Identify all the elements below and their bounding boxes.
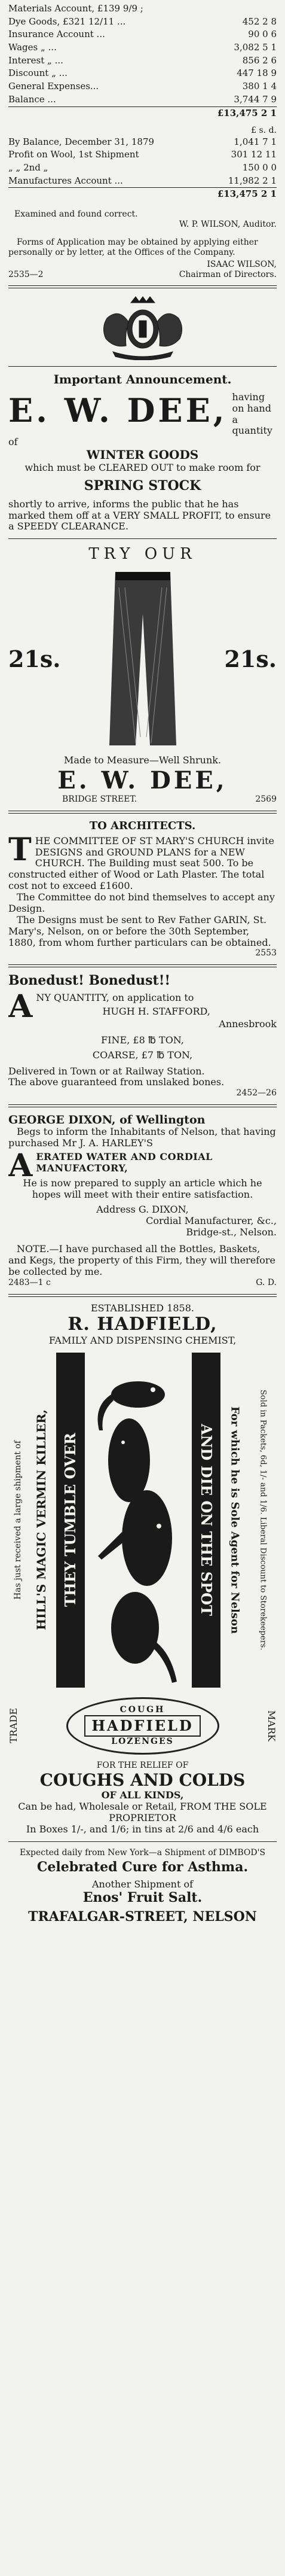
ledger-row [8, 54, 277, 68]
bonedust-delivered: Delivered in Town or at Railway Station. [8, 1065, 205, 1077]
ledger-row-amount: 447 18 9 [237, 68, 277, 79]
dee-having: having on hand a quantity of [8, 391, 272, 448]
dixon-address2: Cordial Manufacturer, &c., [146, 1214, 277, 1226]
ledger-row-label: Balance ... [8, 93, 56, 105]
dixon-body: He is now prepared to supply an article which he hopes will meet with their entire satisfaction. [23, 1177, 262, 1200]
credit-row-amount: 150 0 0 [242, 162, 277, 173]
examined-note: Examined and found correct. [14, 209, 138, 220]
debit-total-row [8, 106, 277, 120]
bonedust-guarantee: The above guaranteed from unslaked bones. [8, 1076, 225, 1088]
bonedust-body: NY QUANTITY, on application to [36, 992, 194, 1003]
spring-stock: SPRING STOCK [84, 477, 201, 494]
lozenge-trademark [66, 1697, 219, 1755]
right-outer-text: Sold in Packets, 6d, 1/- and 1/6. Liberal Discount to Storekeepers. [258, 1389, 268, 1651]
dixon-address3: Bridge-st., Nelson. [186, 1226, 277, 1238]
dixon-advert [8, 1113, 277, 1288]
hadfield-trade: FAMILY AND DISPENSING CHEMIST, [48, 1334, 237, 1346]
forms-note: Forms of Application may be obtained by applying either personally or by letter, at the Offices of the Company. [8, 237, 258, 257]
ledger-row-amount [191, 2, 277, 16]
dixon-dropcap: A [8, 1152, 33, 1178]
credit-row [8, 162, 277, 175]
credit-row-amount: 11,982 2 1 [228, 175, 277, 186]
ledger-row-label: Interest „ ... [8, 54, 63, 66]
price-right: 21s. [224, 645, 277, 672]
cough-label: COUGH [119, 1704, 166, 1715]
winter-goods: WINTER GOODS [86, 447, 199, 462]
trousers-advert [8, 570, 277, 749]
divider [8, 1104, 277, 1107]
architects-dropcap: T [8, 835, 32, 868]
credit-total: £13,475 2 1 [195, 188, 277, 201]
dee-advert [8, 373, 277, 804]
ledger-row [8, 67, 277, 80]
price-left: 21s. [8, 645, 61, 672]
trade-label: TRADE [8, 1708, 19, 1744]
credit-row-amount: 301 12 11 [231, 149, 277, 160]
credit-row [8, 136, 277, 149]
hadfield-advert [8, 1303, 277, 1925]
chairman-name: ISAAC WILSON, [207, 260, 277, 270]
vermin-killer-block [8, 1353, 277, 1688]
architects-ref: 2553 [255, 948, 277, 958]
divider [8, 1841, 277, 1842]
dixon-heading: GEORGE DIXON, of Wellington [8, 1113, 206, 1126]
tumble-text: THEY TUMBLE OVER [62, 1433, 79, 1607]
dixon-initials: G. D. [256, 1278, 277, 1287]
currency-units: £ s. d. [251, 126, 277, 136]
boxes-info: In Boxes 1/-, and 1/6; in tins at 2/6 and 4/6 each [26, 1823, 259, 1835]
hadfield-name: R. HADFIELD, [68, 1314, 217, 1335]
ledger-row-amount: 3,744 7 9 [234, 93, 277, 105]
royal-crest-icon [89, 294, 197, 360]
coughs-colds: COUGHS AND COLDS [39, 1770, 246, 1791]
mark-label: MARK [266, 1710, 277, 1741]
asthma-cure: Celebrated Cure for Asthma. [36, 1859, 249, 1875]
architects-note1: The Committee do not bind themselves to accept any Design. [8, 891, 275, 914]
ledger-row-label: Materials Account, £139 9/9 ; [8, 3, 143, 14]
ledger-row-label: Insurance Account ... [8, 29, 105, 40]
dixon-intro: Begs to inform the Inhabitants of Nelson, that having purchased Mr J. A. HARLEY'S [8, 1126, 276, 1149]
dee-name: E. W. DEE, [8, 391, 228, 430]
architects-note2: The Designs must be sent to Rev Father GARIN, St. Mary's, Nelson, on or before the 30th September, 1880, from whom further particulars can be obtained. [8, 914, 271, 948]
hadfield-street: TRAFALGAR-STREET, NELSON [28, 1909, 257, 1925]
divider [8, 366, 277, 367]
credit-row-label: By Balance, December 31, 1879 [8, 136, 155, 147]
credit-table [8, 136, 277, 201]
credit-row-label: „ „ 2nd „ [8, 162, 48, 173]
dixon-ref: 2483—1 c [8, 1278, 51, 1287]
dee-street: BRIDGE STREET. [62, 794, 137, 804]
trousers-icon [107, 570, 179, 749]
architects-advert [8, 820, 277, 959]
ledger-ref: 2535—2 [8, 269, 44, 279]
debit-total: £13,475 2 1 [191, 106, 277, 120]
architects-body: HE COMMITTEE OF ST MARY'S CHURCH invite DESIGNS and GROUND PLANS for a NEW CHURCH. The Building must seat 500. To be constructed either of Wood or Lath Plaster. The total cost not to exceed £1600. [8, 835, 274, 892]
bonedust-dropcap: A [8, 992, 33, 1019]
dee-body: shortly to arrive, informs the public that he has marked them off at a VERY SMALL PROFIT, to ensure a SPEEDY CLEARANCE. [8, 498, 271, 532]
debit-table [8, 2, 277, 120]
bonedust-advert [8, 973, 277, 1098]
bonedust-fine: FINE, £8 ℔ TON, [101, 1034, 184, 1046]
bonedust-ref: 2452—26 [236, 1088, 277, 1098]
ledger-row-amount: 90 0 6 [248, 29, 277, 40]
ledger-row [8, 28, 277, 41]
left-outer-text: Has just received a large shipment of [13, 1440, 23, 1600]
cleared-out: which must be CLEARED OUT to make room for [24, 461, 261, 473]
bonedust-agent: HUGH H. STAFFORD, [102, 1005, 210, 1017]
bonedust-place: Annesbrook [219, 1018, 277, 1030]
lozenges-label: LOZENGES [111, 1736, 174, 1746]
dixon-note: NOTE.—I have purchased all the Bottles, Baskets, and Kegs, the property of this Firm, they will therefore be collected by me. [8, 1243, 275, 1278]
credit-row-label: Profit on Wool, 1st Shipment [8, 149, 139, 160]
ledger-row-label: Wages „ ... [8, 42, 57, 53]
architects-heading: TO ARCHITECTS. [89, 819, 196, 832]
dee-name-big: E. W. DEE, [57, 766, 228, 794]
vermin-illustration-icon [87, 1353, 189, 1688]
another-shipment: Another Shipment of [91, 1878, 194, 1890]
credit-row [8, 148, 277, 162]
dixon-business: ERATED WATER AND CORDIAL MANUFACTORY, [36, 1152, 213, 1174]
try-our: TRY OUR [88, 545, 197, 564]
right-inner-text: For which he is Sole Agent for Nelson [228, 1406, 241, 1634]
bonedust-coarse: COARSE, £7 ℔ TON, [92, 1049, 193, 1061]
ledger-row [8, 93, 277, 106]
left-inner-text: HILL'S MAGIC VERMIN KILLER, [34, 1409, 49, 1630]
balance-sheet [8, 0, 277, 279]
chairman-title: Chairman of Directors. [179, 269, 277, 279]
established: ESTABLISHED 1858. [90, 1302, 194, 1314]
ledger-row-label: Dye Goods, £321 12/11 ... [8, 16, 126, 27]
ledger-row [8, 41, 277, 54]
ledger-row [8, 16, 277, 29]
announcement-heading: Important Announcement. [53, 372, 232, 387]
expected-shipment: Expected daily from New York—a Shipment of DIMBOD'S [19, 1847, 266, 1858]
lozenge-name: HADFIELD [84, 1715, 200, 1737]
ledger-row [8, 80, 277, 93]
auditor: W. P. WILSON, Auditor. [179, 219, 277, 229]
ledger-row-amount: 380 1 4 [242, 81, 277, 92]
ledger-row-label: Discount „ ... [8, 68, 68, 79]
divider [8, 285, 277, 288]
all-kinds: OF ALL KINDS, [101, 1789, 184, 1801]
divider [8, 538, 277, 539]
bonedust-heading: Bonedust! Bonedust!! [8, 973, 171, 988]
credit-row [8, 175, 277, 188]
made-to-measure: Made to Measure—Well Shrunk. [63, 754, 222, 766]
ledger-row-amount: 452 2 8 [242, 16, 277, 27]
die-text: AND DIE ON THE SPOT [197, 1424, 215, 1616]
credit-row-label: Manufactures Account ... [8, 175, 123, 186]
divider [8, 964, 277, 967]
credit-total-row [8, 188, 277, 201]
ledger-row-amount: 856 2 6 [242, 54, 277, 66]
ledger-row-label: General Expenses... [8, 81, 99, 92]
enos-fruit-salt: Enos' Fruit Salt. [82, 1890, 203, 1906]
divider [8, 811, 277, 814]
ledger-row-amount: 3,082 5 1 [234, 42, 277, 53]
relief: FOR THE RELIEF OF [96, 1760, 189, 1770]
divider [8, 1294, 277, 1297]
credit-row-amount: 1,041 7 1 [234, 136, 277, 147]
dixon-address1: Address G. DIXON, [96, 1203, 189, 1215]
dee-ref: 2569 [255, 794, 277, 804]
sale-info: Can be had, Wholesale or Retail, FROM THE SOLE PROPRIETOR [18, 1801, 267, 1823]
ledger-row [8, 2, 277, 16]
